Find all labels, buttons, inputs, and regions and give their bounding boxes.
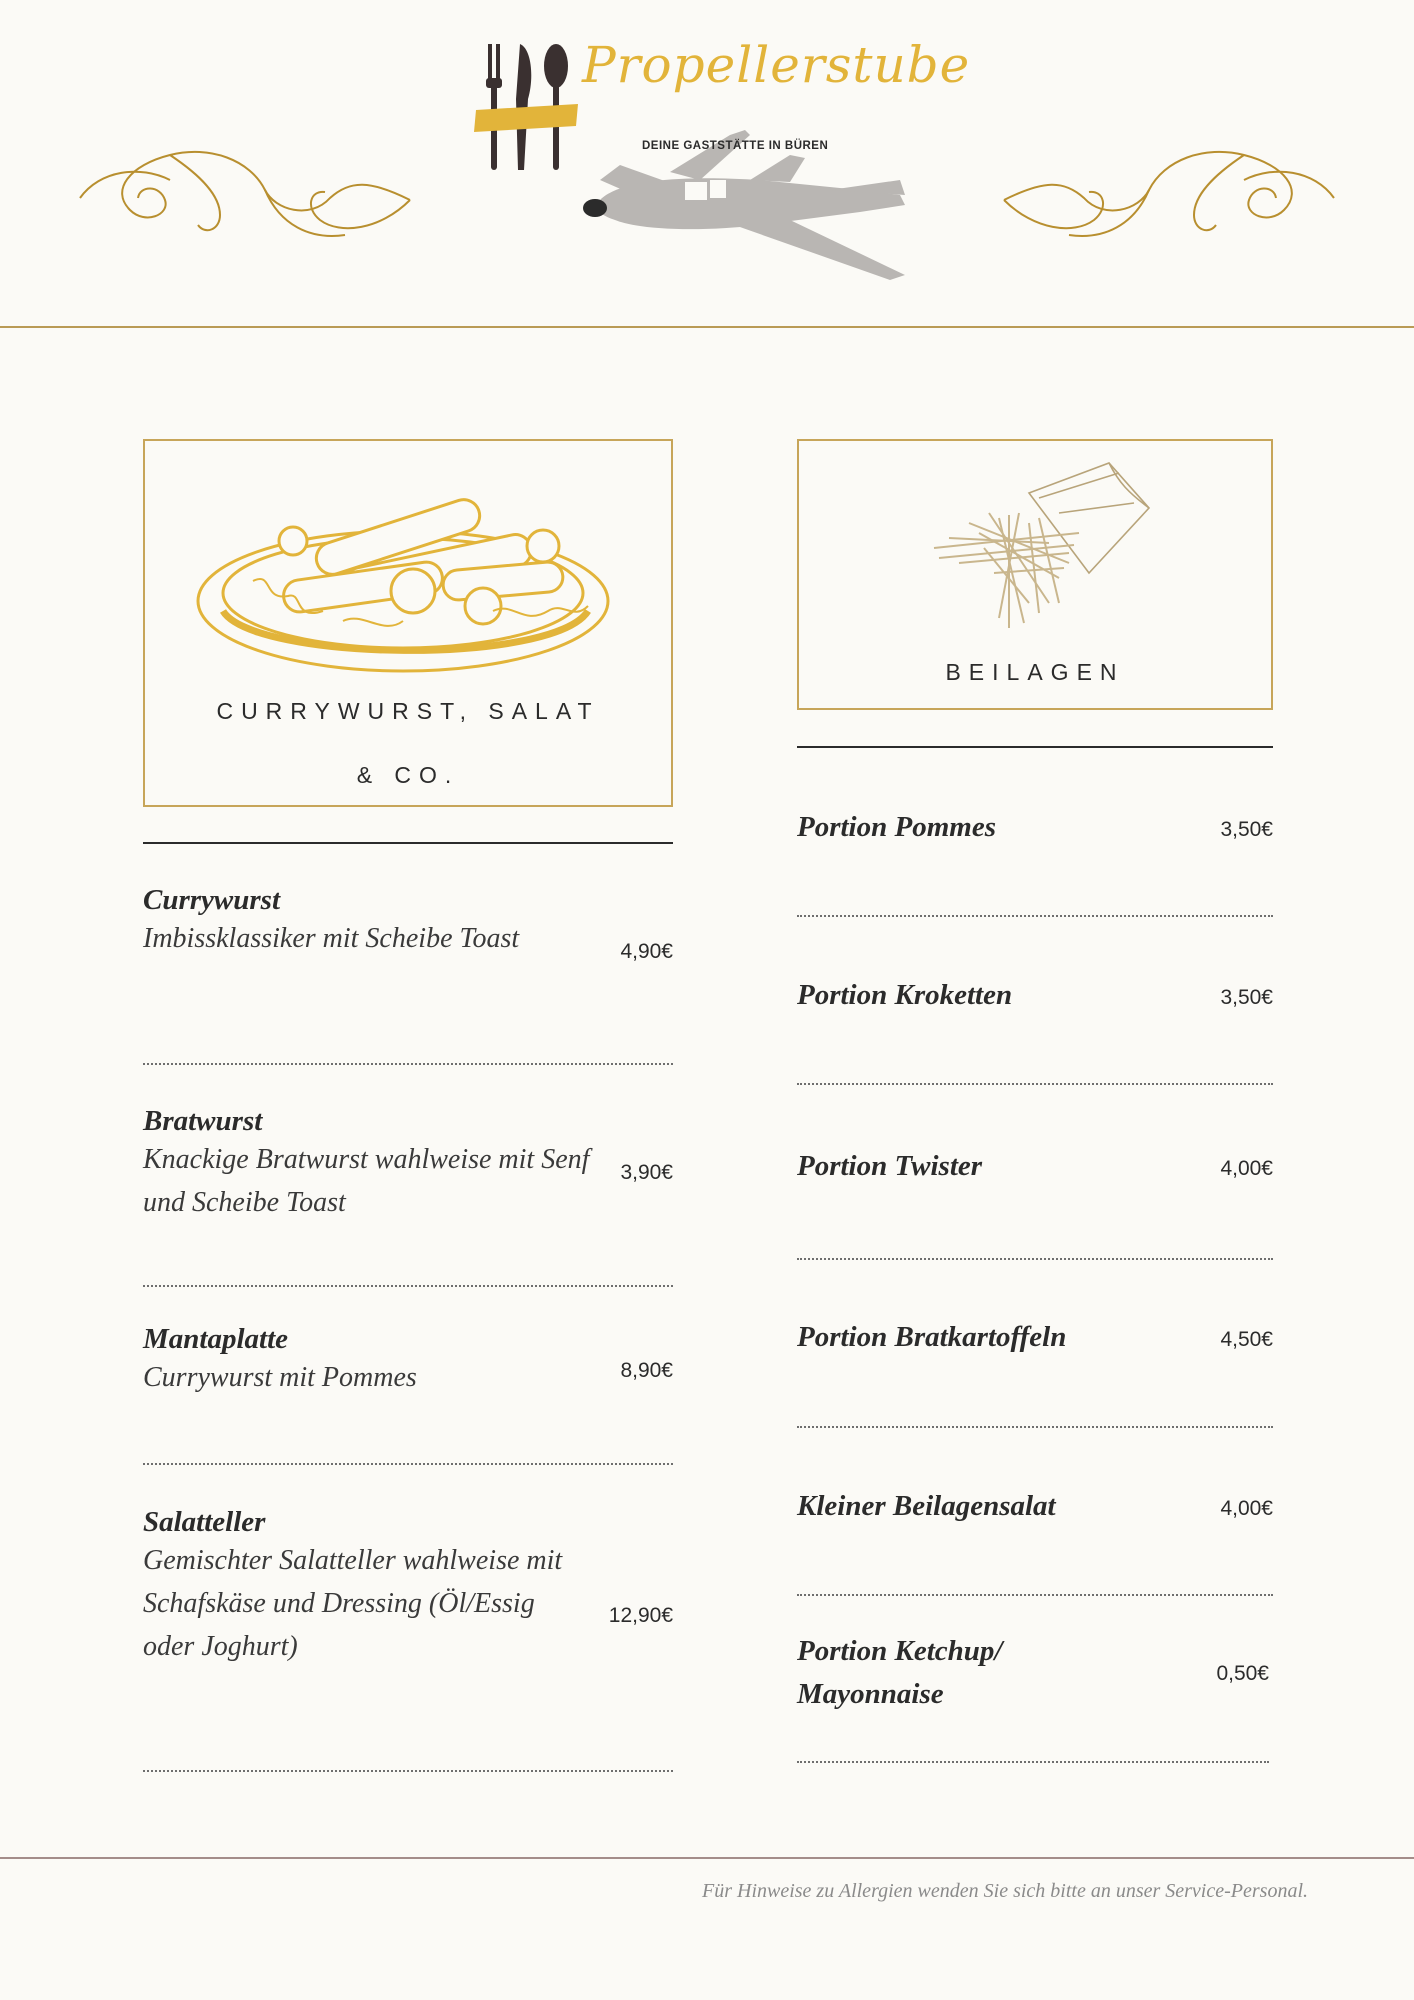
flourish-right-icon xyxy=(994,140,1344,250)
item-divider xyxy=(797,1258,1273,1260)
section-divider-right xyxy=(797,746,1273,748)
header xyxy=(0,0,1414,326)
item-divider xyxy=(143,1770,673,1772)
item-price: 3,50€ xyxy=(1220,818,1273,841)
item-description: Gemischter Salatteller wahlweise mit Schafskäse und Dressing (Öl/Essig oder Joghurt) xyxy=(143,1545,563,1662)
item-name: Mantaplatte xyxy=(143,1323,289,1355)
fork-knife-spoon-icon xyxy=(472,44,582,174)
item-divider xyxy=(143,1463,673,1465)
allergy-note: Für Hinweise zu Allergien wenden Sie sich bitte an unser Service-Personal. xyxy=(702,1880,1308,1902)
menu-item xyxy=(143,1506,673,1668)
side-item xyxy=(797,1485,1273,1528)
category-title-line2: & CO. xyxy=(356,762,460,788)
item-divider xyxy=(143,1285,673,1287)
currywurst-plate-icon xyxy=(193,461,623,681)
menu-item xyxy=(143,1105,673,1224)
item-price: 3,50€ xyxy=(1220,986,1273,1009)
brand-tagline: DEINE GASTSTÄTTE IN BÜREN xyxy=(642,140,829,152)
item-price: 4,90€ xyxy=(620,940,673,963)
category-box-beilagen xyxy=(797,439,1273,710)
flourish-left-icon xyxy=(70,140,420,250)
item-divider xyxy=(143,1063,673,1065)
item-divider xyxy=(797,915,1273,917)
category-title-line1: CURRYWURST, SALAT xyxy=(216,698,600,724)
item-name: Portion Kroketten xyxy=(797,979,1013,1011)
item-name: Portion Bratkartoffeln xyxy=(797,1321,1067,1353)
item-name: Kleiner Beilagensalat xyxy=(797,1490,1056,1522)
menu-item xyxy=(143,1323,673,1399)
menu-item xyxy=(143,884,673,963)
item-price: 3,90€ xyxy=(620,1161,673,1184)
item-description: Imbissklassiker mit Scheibe Toast xyxy=(143,923,520,954)
item-description: Currywurst mit Pommes xyxy=(143,1362,417,1393)
item-price: 0,50€ xyxy=(1216,1662,1269,1685)
item-description: Knackige Bratwurst wahlweise mit Senf und Scheibe Toast xyxy=(143,1144,590,1218)
side-item xyxy=(797,1145,1273,1188)
brand-name: Propellerstube xyxy=(582,36,971,94)
item-name: Salatteller xyxy=(143,1506,266,1538)
item-divider xyxy=(797,1761,1269,1763)
item-name: Portion Pommes xyxy=(797,811,996,843)
item-divider xyxy=(797,1594,1273,1596)
fries-cone-icon xyxy=(929,453,1159,633)
item-name: Portion Ketchup/ Mayonnaise xyxy=(797,1635,1003,1710)
item-divider xyxy=(797,1083,1273,1085)
item-price: 12,90€ xyxy=(608,1604,673,1627)
footer-divider xyxy=(0,1857,1414,1859)
side-item xyxy=(797,806,1273,849)
item-price: 4,00€ xyxy=(1220,1157,1273,1180)
item-price: 4,50€ xyxy=(1220,1328,1273,1351)
item-price: 8,90€ xyxy=(620,1359,673,1382)
item-price: 4,00€ xyxy=(1220,1497,1273,1520)
category-box-currywurst xyxy=(143,439,673,807)
side-item xyxy=(797,974,1273,1017)
side-item xyxy=(797,1316,1273,1359)
item-name: Portion Twister xyxy=(797,1150,983,1182)
item-divider xyxy=(797,1426,1273,1428)
section-divider-left xyxy=(143,842,673,844)
header-divider xyxy=(0,326,1414,328)
category-title: BEILAGEN xyxy=(945,659,1125,685)
item-name: Currywurst xyxy=(143,884,281,916)
side-item xyxy=(797,1630,1273,1716)
item-name: Bratwurst xyxy=(143,1105,263,1137)
